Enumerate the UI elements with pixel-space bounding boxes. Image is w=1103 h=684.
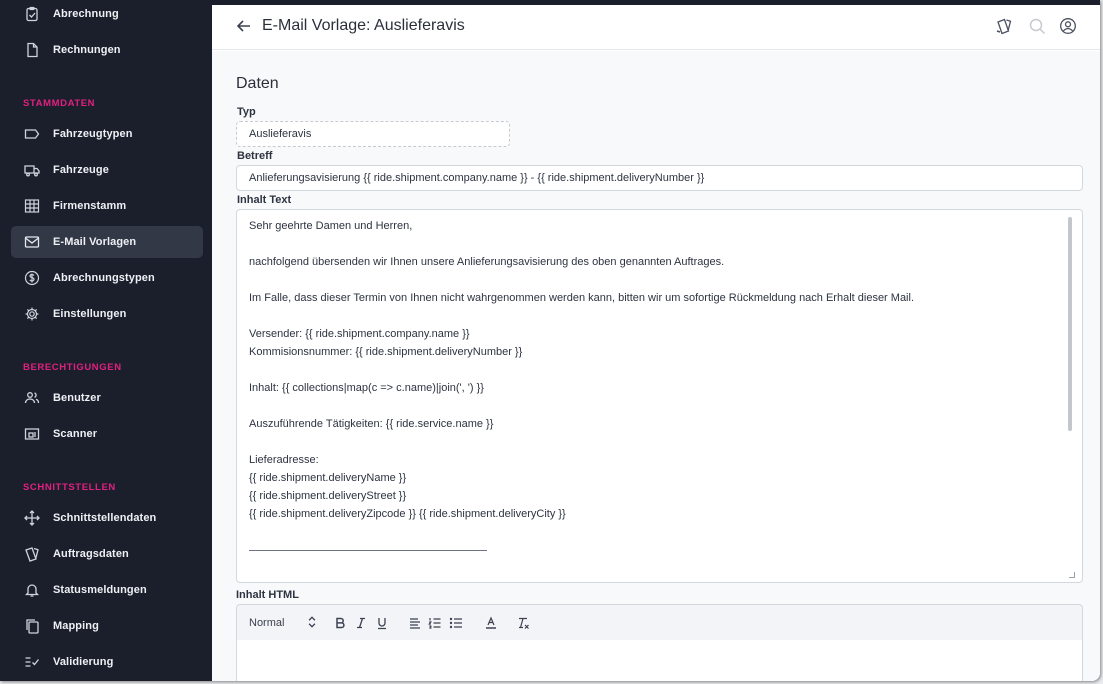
tag-icon bbox=[24, 126, 40, 142]
sidebar-item-label: Fahrzeuge bbox=[53, 164, 109, 176]
inhalt-text-label: Inhalt Text bbox=[237, 194, 292, 206]
section-title-berechtigungen: BERECHTIGUNGEN bbox=[23, 362, 122, 373]
typ-label: Typ bbox=[237, 106, 256, 118]
cards-icon[interactable] bbox=[995, 17, 1013, 35]
gear-icon bbox=[24, 306, 40, 322]
format-select-value: Normal bbox=[249, 617, 285, 629]
textarea-line: Kommisionsnummer: {{ ride.shipment.deliveryNumber }} bbox=[249, 346, 523, 358]
section-heading: Daten bbox=[236, 75, 279, 92]
inhalt-text-textarea[interactable] bbox=[236, 209, 1083, 583]
sidebar-item-label: Schnittstellendaten bbox=[53, 512, 157, 524]
ordered-list-icon[interactable] bbox=[428, 616, 442, 630]
textarea-line: nachfolgend übersenden wir Ihnen unsere Anlieferungsavisierung des oben genannten Auftrages. bbox=[249, 256, 725, 268]
sidebar-item-label: Scanner bbox=[53, 428, 98, 440]
textarea-line: {{ ride.shipment.deliveryName }} bbox=[249, 472, 407, 484]
underline-icon[interactable] bbox=[375, 616, 389, 630]
inhalt-html-label: Inhalt HTML bbox=[236, 589, 299, 601]
sidebar-item-abrechnungstypen[interactable] bbox=[11, 262, 203, 294]
textarea-line: Auszuführende Tätigkeiten: {{ ride.service.name }} bbox=[249, 418, 494, 430]
user-circle-icon[interactable] bbox=[1059, 17, 1077, 35]
text-color-icon[interactable] bbox=[484, 616, 498, 630]
sidebar-item-rechnungen[interactable] bbox=[11, 34, 203, 66]
sidebar-item-benutzer[interactable] bbox=[11, 382, 203, 414]
textarea-content bbox=[249, 217, 1062, 523]
sidebar-item-mapping[interactable] bbox=[11, 610, 203, 642]
page-title: E-Mail Vorlage: Auslieferavis bbox=[262, 17, 465, 34]
textarea-line bbox=[249, 397, 1062, 415]
search-icon[interactable] bbox=[1028, 17, 1046, 35]
sidebar-item-label: Fahrzeugtypen bbox=[53, 128, 133, 140]
scanner-icon bbox=[24, 426, 40, 442]
bold-icon[interactable] bbox=[333, 616, 347, 630]
textarea-line bbox=[249, 433, 1062, 451]
textarea-line bbox=[249, 361, 1062, 379]
typ-field[interactable] bbox=[236, 121, 510, 147]
document-icon bbox=[24, 42, 40, 58]
editor-toolbar bbox=[236, 604, 1083, 641]
betreff-label: Betreff bbox=[237, 150, 273, 162]
back-arrow-icon[interactable] bbox=[236, 18, 252, 34]
sidebar bbox=[0, 0, 212, 681]
betreff-input[interactable] bbox=[236, 165, 1083, 191]
sidebar-item-firmenstamm[interactable] bbox=[11, 190, 203, 222]
sidebar-item-label: Rechnungen bbox=[53, 44, 121, 56]
html-editor[interactable] bbox=[236, 640, 1083, 681]
sidebar-item-auftragsdaten[interactable] bbox=[11, 538, 203, 570]
cards-icon bbox=[24, 546, 40, 562]
sidebar-item-label: Einstellungen bbox=[53, 308, 127, 320]
sidebar-item-email-vorlagen[interactable] bbox=[11, 226, 203, 258]
sidebar-item-label: Abrechnungstypen bbox=[53, 272, 155, 284]
copy-icon bbox=[24, 618, 40, 634]
typ-value: Auslieferavis bbox=[249, 128, 312, 140]
select-arrows-icon bbox=[305, 615, 319, 632]
textarea-line: {{ ride.shipment.deliveryZipcode }} {{ ride.shipment.deliveryCity }} bbox=[249, 508, 566, 520]
dollar-circle-icon bbox=[24, 270, 40, 286]
list-check-icon bbox=[24, 654, 40, 670]
textarea-line: Im Falle, dass dieser Termin von Ihnen nicht wahrgenommen werden kann, bitten wir um sofortige Rückmeldung nach Erhalt dieser Mail. bbox=[249, 292, 915, 304]
sidebar-item-einstellungen[interactable] bbox=[11, 298, 203, 330]
section-title-stammdaten: STAMMDATEN bbox=[23, 98, 96, 109]
bell-icon bbox=[24, 582, 40, 598]
sidebar-item-label: Abrechnung bbox=[53, 8, 119, 20]
textarea-line: Versender: {{ ride.shipment.company.name }} bbox=[249, 328, 470, 340]
clipboard-check-icon bbox=[24, 6, 40, 22]
sidebar-item-fahrzeugtypen[interactable] bbox=[11, 118, 203, 150]
mail-icon bbox=[24, 234, 40, 250]
textarea-line: {{ ride.shipment.deliveryStreet }} bbox=[249, 490, 407, 502]
textarea-scrollbar[interactable] bbox=[1068, 217, 1072, 431]
clear-format-icon[interactable] bbox=[516, 616, 530, 630]
sidebar-item-schnittstellendaten[interactable] bbox=[11, 502, 203, 534]
truck-icon bbox=[24, 162, 40, 178]
sidebar-item-label: Validierung bbox=[53, 656, 114, 668]
sidebar-item-label: Firmenstamm bbox=[53, 200, 127, 212]
textarea-line bbox=[249, 235, 1062, 253]
sidebar-item-label: Benutzer bbox=[53, 392, 101, 404]
sidebar-item-validierung[interactable] bbox=[11, 646, 203, 678]
signature-divider bbox=[249, 550, 487, 551]
textarea-line: Lieferadresse: bbox=[249, 454, 319, 466]
resize-handle-icon[interactable] bbox=[1069, 572, 1075, 578]
textarea-line: Sehr geehrte Damen und Herren, bbox=[249, 220, 413, 232]
textarea-line bbox=[249, 307, 1062, 325]
bullet-list-icon[interactable] bbox=[449, 616, 463, 630]
users-icon bbox=[24, 390, 40, 406]
textarea-line bbox=[249, 271, 1062, 289]
move-arrows-icon bbox=[24, 510, 40, 526]
sidebar-item-fahrzeuge[interactable] bbox=[11, 154, 203, 186]
main-panel bbox=[212, 5, 1100, 681]
sidebar-item-label: Statusmeldungen bbox=[53, 584, 147, 596]
sidebar-item-label: Mapping bbox=[53, 620, 99, 632]
topbar bbox=[212, 5, 1100, 50]
section-title-schnittstellen: SCHNITTSTELLEN bbox=[23, 482, 116, 493]
textarea-line: Inhalt: {{ collections|map(c => c.name)|join(', ') }} bbox=[249, 382, 484, 394]
sidebar-item-abrechnung[interactable] bbox=[11, 0, 203, 30]
betreff-value: Anlieferungsavisierung {{ ride.shipment.company.name }} - {{ ride.shipment.deliveryNumber }} bbox=[249, 172, 705, 184]
form-content bbox=[212, 51, 1100, 681]
sidebar-item-label: Auftragsdaten bbox=[53, 548, 129, 560]
sidebar-item-statusmeldungen[interactable] bbox=[11, 574, 203, 606]
building-icon bbox=[24, 198, 40, 214]
align-left-icon[interactable] bbox=[408, 616, 422, 630]
sidebar-item-scanner[interactable] bbox=[11, 418, 203, 450]
sidebar-item-label: E-Mail Vorlagen bbox=[53, 236, 137, 248]
format-select[interactable] bbox=[249, 616, 315, 630]
italic-icon[interactable] bbox=[354, 616, 368, 630]
